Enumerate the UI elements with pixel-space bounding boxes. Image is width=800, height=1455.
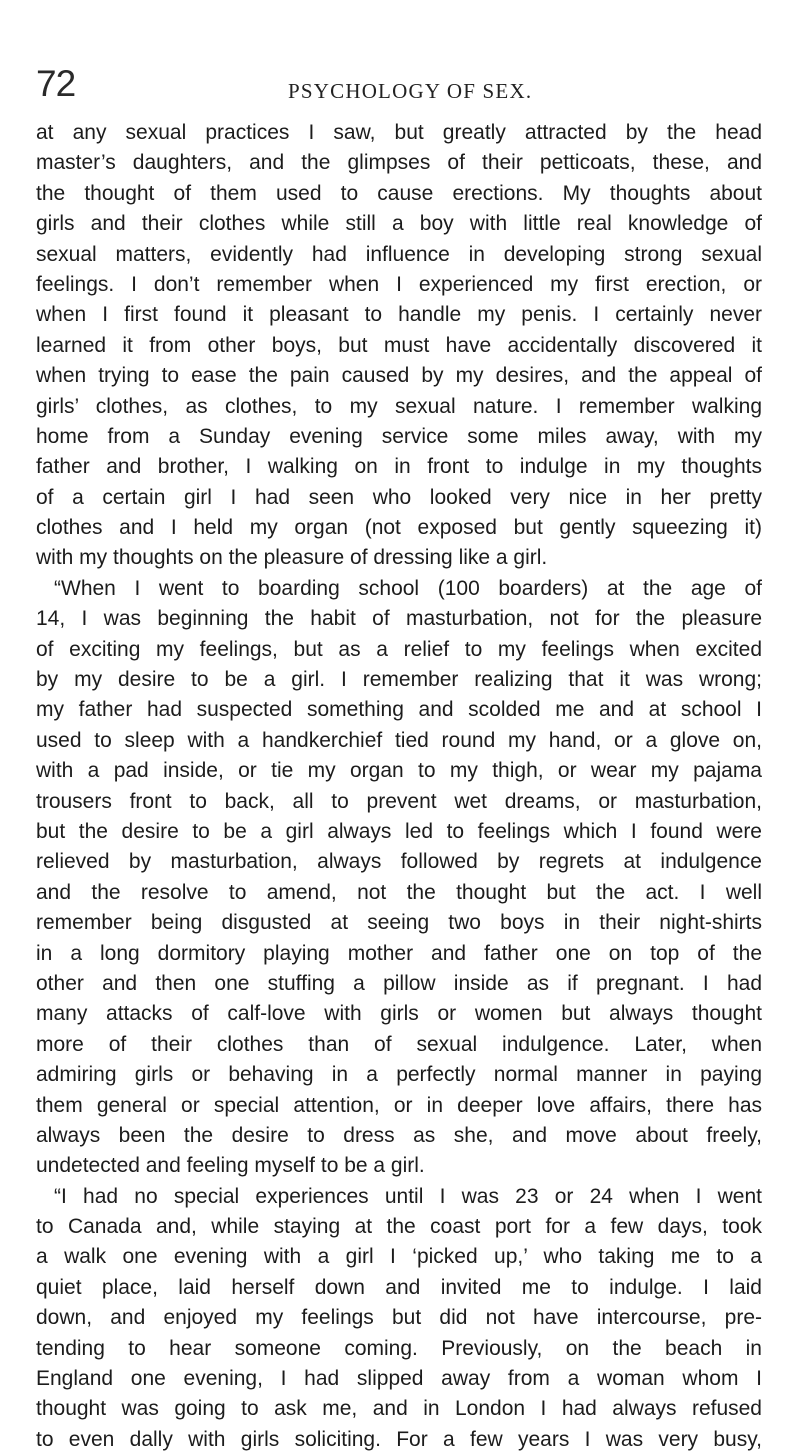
- text-line: but the desire to be a girl always led to feelings which I found were: [36, 819, 762, 843]
- text-line: 14, I was beginning the habit of masturbation, not for the pleasure: [36, 607, 762, 631]
- text-line: clothes and I held my organ (not exposed but gently squeezing it): [36, 516, 762, 540]
- text-line: by my desire to be a girl. I remember realizing that it was wrong;: [36, 668, 762, 692]
- text-line: England one evening, I had slipped away from a woman whom I: [36, 1367, 762, 1391]
- text-line: many attacks of calf-love with girls or women but always thought: [36, 1002, 762, 1026]
- text-line: in a long dormitory playing mother and father one on top of the: [36, 941, 762, 965]
- text-line: relieved by masturbation, always followed by regrets at indulgence: [36, 850, 762, 874]
- text-line: always been the desire to dress as she, and move about freely,: [36, 1123, 762, 1147]
- text-line: master’s daughters, and the glimpses of their petticoats, these, and: [36, 151, 762, 175]
- body-text: [36, 118, 762, 1455]
- text-line: remember being disgusted at seeing two boys in their night-shirts: [36, 911, 762, 935]
- text-line: thought was going to ask me, and in London I had always refused: [36, 1397, 762, 1421]
- text-line: with a pad inside, or tie my organ to my thigh, or wear my pajama: [36, 759, 762, 783]
- text-line: to even dally with girls soliciting. For a few years I was very busy,: [36, 1427, 762, 1451]
- text-line: home from a Sunday evening service some miles away, with my: [36, 424, 762, 448]
- text-line: used to sleep with a handkerchief tied round my hand, or a glove on,: [36, 728, 762, 752]
- text-line: undetected and feeling myself to be a girl.: [36, 1154, 425, 1178]
- text-line: admiring girls or behaving in a perfectly normal manner in paying: [36, 1063, 762, 1087]
- running-header: [36, 64, 762, 108]
- text-line: tending to hear someone coming. Previously, on the beach in: [36, 1336, 762, 1360]
- text-line: the thought of them used to cause erections. My thoughts about: [36, 181, 762, 205]
- text-line: a walk one evening with a girl I ‘picked up,’ who taking me to a: [36, 1245, 762, 1269]
- text-line: to Canada and, while staying at the coast port for a few days, took: [36, 1215, 762, 1239]
- text-line: “When I went to boarding school (100 boarders) at the age of: [54, 576, 762, 600]
- text-line: them general or special attention, or in deeper love affairs, there has: [36, 1093, 762, 1117]
- text-line: at any sexual practices I saw, but greatly attracted by the head: [36, 121, 762, 144]
- text-line: of exciting my feelings, but as a relief to my feelings when excited: [36, 637, 762, 661]
- text-line: girls’ clothes, as clothes, to my sexual nature. I remember walking: [36, 394, 762, 418]
- text-line: with my thoughts on the pleasure of dressing like a girl.: [36, 546, 548, 570]
- text-line: my father had suspected something and scolded me and at school I: [36, 698, 762, 722]
- page-number: 72: [36, 63, 76, 104]
- text-line: down, and enjoyed my feelings but did not have intercourse, pre-: [36, 1306, 762, 1330]
- text-line: more of their clothes than of sexual indulgence. Later, when: [36, 1032, 762, 1056]
- running-title: PSYCHOLOGY OF SEX.: [288, 79, 533, 103]
- text-line: learned it from other boys, but must have accidentally discovered it: [36, 333, 762, 357]
- text-line: “I had no special experiences until I was 23 or 24 when I went: [54, 1184, 762, 1208]
- text-line: father and brother, I walking on in front to indulge in my thoughts: [36, 455, 762, 479]
- text-line: and the resolve to amend, not the thought but the act. I well: [36, 880, 762, 904]
- text-line: of a certain girl I had seen who looked very nice in her pretty: [36, 485, 762, 509]
- text-line: when trying to ease the pain caused by my desires, and the appeal of: [36, 364, 762, 388]
- text-line: feelings. I don’t remember when I experienced my first erection, or: [36, 272, 762, 296]
- text-line: sexual matters, evidently had influence in developing strong sexual: [36, 242, 762, 266]
- text-line: other and then one stuffing a pillow inside as if pregnant. I had: [36, 971, 762, 995]
- text-line: when I first found it pleasant to handle my penis. I certainly never: [36, 303, 762, 327]
- text-line: trousers front to back, all to prevent wet dreams, or masturbation,: [36, 789, 762, 813]
- text-line: quiet place, laid herself down and invited me to indulge. I laid: [36, 1275, 762, 1299]
- text-line: girls and their clothes while still a boy with little real knowledge of: [36, 212, 762, 236]
